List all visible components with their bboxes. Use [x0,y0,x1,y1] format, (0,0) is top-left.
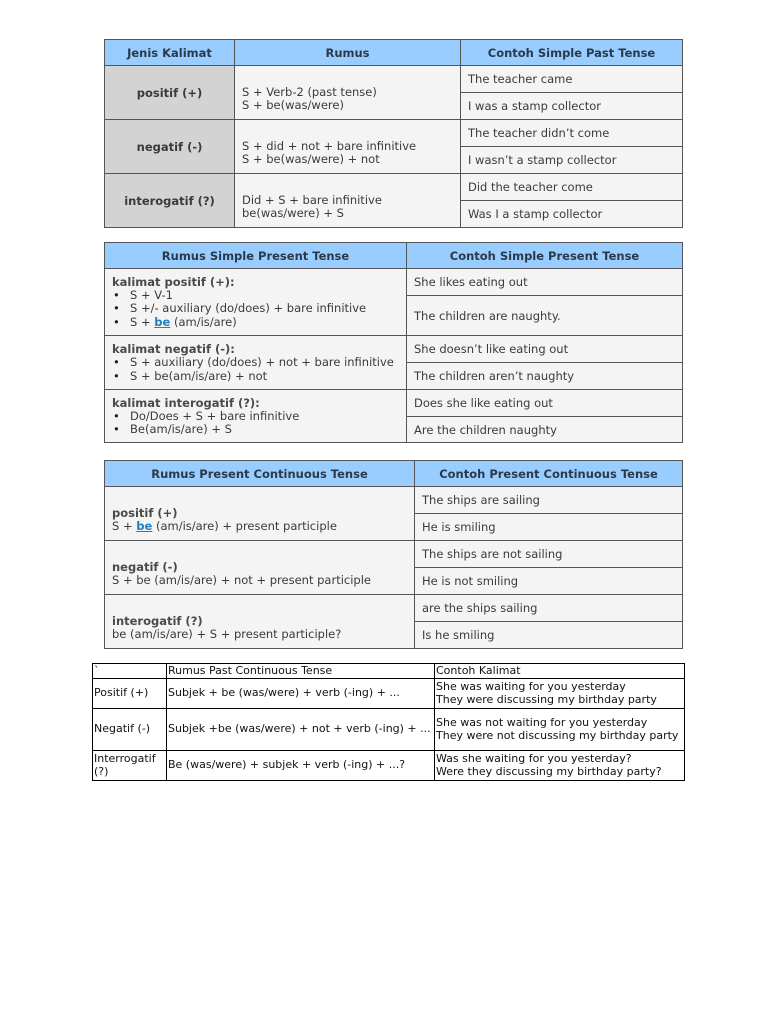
be-link[interactable]: be [136,519,153,533]
formula-cell [235,174,461,228]
example-line: They were not discussing my birthday party [436,728,679,742]
example-cell: are the ships sailing [415,595,683,622]
example-cell: He is smiling [415,514,683,541]
column-header: Contoh Simple Past Tense [461,40,683,66]
example-cell: The children aren’t naughty [407,363,683,390]
table-row [93,679,685,709]
table-row [105,174,683,201]
table-row [105,595,683,622]
formula-cell: Be (was/were) + subjek + verb (-ing) + ...? [167,751,435,781]
example-cell [435,709,685,751]
column-header: Jenis Kalimat [105,40,235,66]
example-cell: The ships are not sailing [415,541,683,568]
table-row [105,66,683,93]
table-row [105,390,683,417]
example-cell [435,679,685,709]
example-cell: I wasn’t a stamp collector [461,147,683,174]
table-row [93,709,685,751]
sentence-type: positif (+) [105,66,235,120]
example-line: She was not waiting for you yesterday [436,716,648,729]
table-row [105,120,683,147]
table-row [105,487,683,514]
formula-text: (am/is/are) [170,314,237,329]
formula-cell [105,336,407,390]
example-cell: Is he smiling [415,622,683,649]
column-header: Rumus [235,40,461,66]
example-cell: Are the children naughty [407,417,683,443]
formula-list [112,356,399,383]
formula-text: S + [130,314,155,329]
formula-line: be(was/were) + S [242,206,344,220]
formula-cell [105,269,407,336]
formula-line: be (am/is/are) + S + present participle? [112,627,342,641]
example-cell [435,751,685,781]
column-header: Rumus Past Continuous Tense [167,664,435,679]
formula-line: S + be(was/were) + not [242,152,380,166]
formula-cell [105,595,415,649]
table-header-row [105,40,683,66]
group-label: kalimat positif (+): [112,274,235,289]
formula-cell [235,66,461,120]
be-link[interactable]: be [154,314,171,329]
formula-line: S + be (am/is/are) + not + present participle [112,573,371,587]
example-cell: The teacher didn’t come [461,120,683,147]
list-item: • S + be(am/is/are) + not [130,370,399,384]
row-label: interogatif (?) [112,614,203,628]
example-line: They were discussing my birthday party [436,692,657,706]
example-cell: Was I a stamp collector [461,201,683,228]
row-label: negatif (-) [112,560,178,574]
formula-list [112,289,399,330]
column-header: Contoh Simple Present Tense [407,243,683,269]
formula-line: S + Verb-2 (past tense) [242,85,377,99]
example-line: Was she waiting for you yesterday? [436,752,632,765]
table-header-row [105,243,683,269]
formula-cell: Subjek + be (was/were) + verb (-ing) + ... [167,679,435,709]
formula-line: S + be(was/were) [242,98,344,112]
formula-text: S + [112,519,137,533]
example-cell: He is not smiling [415,568,683,595]
sentence-type: negatif (-) [105,120,235,174]
example-cell: The ships are sailing [415,487,683,514]
example-line: Were they discussing my birthday party? [436,764,662,778]
table-header-row [105,461,683,487]
example-line: She was waiting for you yesterday [436,680,626,693]
past-continuous-table [92,663,685,781]
column-header: Contoh Kalimat [435,664,685,679]
list-item: • S + auxiliary (do/does) + not + bare infinitive [130,356,399,370]
sentence-type: Negatif (-) [93,709,167,751]
example-cell: She likes eating out [407,269,683,296]
table-row [93,751,685,781]
example-cell: I was a stamp collector [461,93,683,120]
formula-list [112,410,399,437]
formula-cell [105,487,415,541]
example-cell: The children are naughty. [407,296,683,336]
table-header-row [93,664,685,679]
group-label: kalimat negatif (-): [112,342,235,356]
table-row [105,336,683,363]
column-header: Rumus Simple Present Tense [105,243,407,269]
table-row [105,269,683,296]
list-item: • Be(am/is/are) + S [130,423,399,437]
list-item [130,316,399,330]
list-item: • S +/- auxiliary (do/does) + bare infinitive [130,302,399,316]
sentence-type: Positif (+) [93,679,167,709]
formula-text: (am/is/are) + present participle [152,519,337,533]
simple-past-table [104,39,683,228]
formula-cell [235,120,461,174]
row-label: positif (+) [112,506,178,520]
formula-line: S + did + not + bare infinitive [242,139,417,153]
present-continuous-table [104,460,683,649]
sentence-type: interogatif (?) [105,174,235,228]
example-cell: Did the teacher come [461,174,683,201]
list-item: • Do/Does + S + bare infinitive [130,410,399,424]
column-header: Contoh Present Continuous Tense [415,461,683,487]
formula-cell [105,541,415,595]
example-cell: She doesn’t like eating out [407,336,683,363]
list-item: • S + V-1 [130,289,399,303]
formula-line [112,520,407,533]
formula-cell: Subjek +be (was/were) + not + verb (-ing) + ... [167,709,435,751]
table-row [105,541,683,568]
sentence-type: Interrogatif (?) [93,751,167,781]
column-header: Rumus Present Continuous Tense [105,461,415,487]
corner-cell: ` [93,664,167,679]
formula-line: Did + S + bare infinitive [242,193,382,207]
formula-cell [105,390,407,443]
simple-present-table [104,242,683,443]
example-cell: Does she like eating out [407,390,683,417]
example-cell: The teacher came [461,66,683,93]
group-label: kalimat interogatif (?): [112,395,260,410]
